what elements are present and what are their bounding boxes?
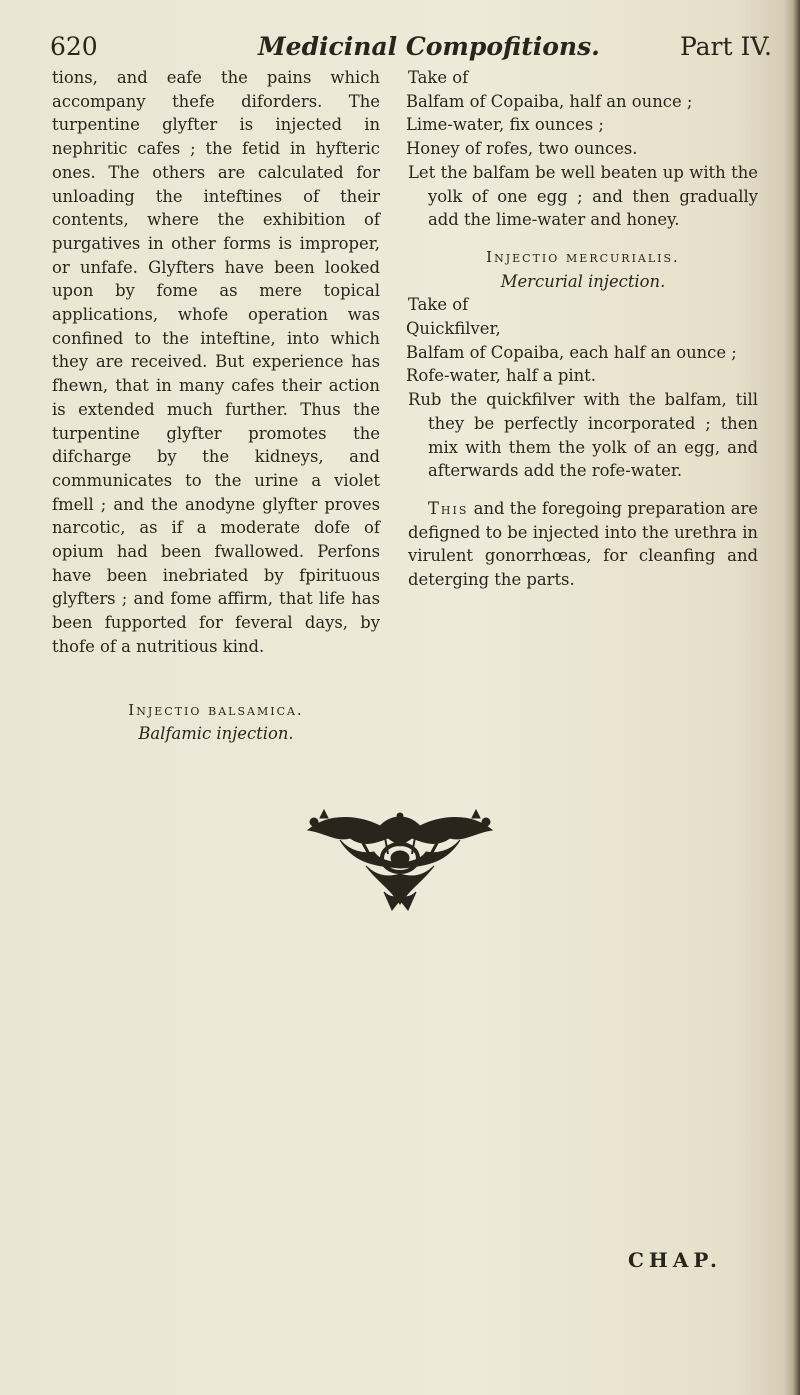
page-number: 620 <box>50 32 98 61</box>
recipe-ingredient: Balfam of Copaiba, half an ounce ; <box>406 91 693 111</box>
page-edge-shadow <box>784 0 800 1395</box>
recipe-ingredient: Balfam of Copaiba, each half an ounce ; <box>406 342 737 362</box>
left-column <box>52 66 380 746</box>
recipe-take-of: Take of <box>408 295 469 315</box>
recipe-ingredient: Quickfilver, <box>406 319 501 339</box>
closing-text: and the foregoing preparation are defigned to be injected into the urethra in virulent gonorrhœas, for cleanfing and deterging the parts. <box>408 498 758 590</box>
running-title: Medicinal Compofitions. <box>258 32 600 61</box>
catchword: CHAP. <box>628 1248 723 1272</box>
closing-first-word: This <box>428 498 469 518</box>
running-header <box>50 30 772 64</box>
closing-paragraph <box>408 497 758 592</box>
recipe-directions: Rub the quickfilver with the balfam, till they be perfectly incorporated ; then mix with them the yolk of an egg, and afterwards add the rofe-water. <box>408 390 758 481</box>
section-heading-latin: Injectio mercurialis. <box>486 247 680 266</box>
right-column <box>408 66 758 592</box>
part-label: Part IV. <box>679 32 772 61</box>
section-heading-english: Mercurial injection. <box>500 271 666 291</box>
floral-tailpiece-icon <box>300 808 500 916</box>
recipe-ingredient: Lime-water, fix ounces ; <box>406 115 604 135</box>
section-heading-latin: Injectio balsamica. <box>128 700 304 719</box>
body-paragraph: tions, and eafe the pains which accompany thefe diforders. The turpentine glyfter is injected in nephritic cafes ; the fetid in hyfteric ones. The others are calculated for unloading the inteftines of their contents, where the exhibition of purgatives in other forms is improper, or unfafe. Glyfters have been looked upon by fome as mere topical applications, whofe operation was confined to the inteftine, into which they are received. But experience has fhewn, that in many cafes their action is extended much further. Thus the turpentine glyfter promotes the difcharge by the kidneys, and communicates to the urine a violet fmell ; and the anodyne glyfter proves narcotic, as if a moderate dofe of opium had been fwallowed. Perfons have been inebriated by fpirituous glyfters ; and fome affirm, that life has been fupported for feveral days, by thofe of a nutritious kind. <box>52 68 380 656</box>
recipe-ingredient: Rofe-water, half a pint. <box>406 366 596 386</box>
section-heading-english: Balfamic injection. <box>138 724 294 744</box>
recipe-ingredient: Honey of rofes, two ounces. <box>406 139 638 159</box>
recipe-take-of: Take of <box>408 68 469 87</box>
ornament-ink <box>308 810 492 910</box>
recipe-directions: Let the balfam be well beaten up with the yolk of one egg ; and then gradually add the lime-water and honey. <box>408 162 758 230</box>
